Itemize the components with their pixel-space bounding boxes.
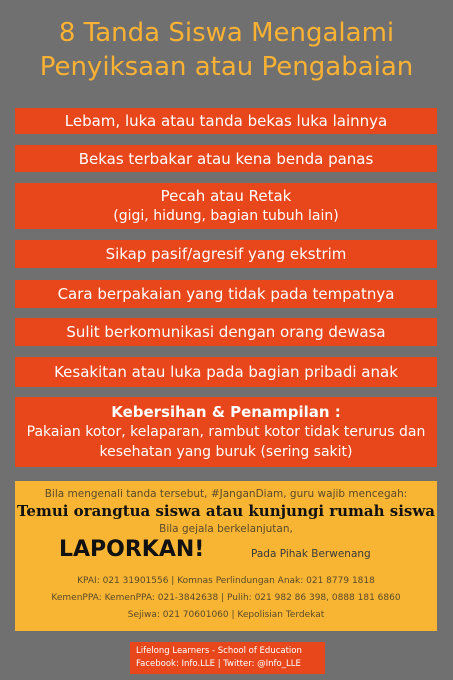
sign-item-3 xyxy=(15,183,437,229)
prevent-intro: Bila mengenali tanda tersebut, #JanganDiam, guru wajib mencegah: xyxy=(44,488,408,500)
continue-condition: Bila gejala berkelanjutan, xyxy=(159,523,293,535)
contact-line-3: Sejiwa: 021 70601060 | Kepolisian Terdekat xyxy=(127,610,325,620)
sign-text: Sikap pasif/agresif yang ekstrim xyxy=(105,245,347,263)
title-line-1: 8 Tanda Siswa Mengalami xyxy=(58,18,395,48)
contact-line-2: KemenPPA: KemenPPA: 021-3842638 | Pulih: 021 982 86 398, 0888 181 6860 xyxy=(51,593,401,603)
title-line-2: Penyiksaan atau Pengabaian xyxy=(39,52,414,82)
report-heading: LAPORKAN! xyxy=(59,537,205,562)
sign-item-8 xyxy=(15,397,437,467)
sign-item-5 xyxy=(15,280,437,308)
sign-text: Pecah atau Retak xyxy=(160,187,292,205)
sign-item-4 xyxy=(15,240,437,268)
report-suffix: Pada Pihak Berwenang xyxy=(251,548,371,560)
sign-text: Lebam, luka atau tanda bekas luka lainnya xyxy=(64,112,388,130)
sign-item-7 xyxy=(15,357,437,387)
sign-text: Bekas terbakar atau kena benda panas xyxy=(78,149,374,168)
sign-text: Sulit berkomunikasi dengan orang dewasa xyxy=(66,323,386,341)
sign-subtext-2: kesehatan yang buruk (sering sakit) xyxy=(99,444,353,460)
sign-item-6 xyxy=(15,318,437,346)
contact-line-1: KPAI: 021 31901556 | Komnas Perlindungan Anak: 021 8779 1818 xyxy=(77,576,375,586)
sign-item-1 xyxy=(15,108,437,134)
visit-parents-text: Temui orangtua siswa atau kunjungi rumah siswa xyxy=(16,502,435,520)
page-title xyxy=(0,16,453,84)
sign-item-2 xyxy=(15,145,437,172)
credit-line-2: Facebook: Info.LLE | Twitter: @Info_LLE xyxy=(136,659,301,669)
action-panel xyxy=(15,481,437,631)
sign-text: Kebersihan & Penampilan : xyxy=(111,403,341,421)
sign-subtext-1: Pakaian kotor, kelaparan, rambut kotor tidak terurus dan xyxy=(26,424,426,440)
credit-footer xyxy=(130,642,325,674)
sign-text: Cara berpakaian yang tidak pada tempatnya xyxy=(57,285,395,303)
sign-subtext: (gigi, hidung, bagian tubuh lain) xyxy=(113,208,339,224)
sign-text: Kesakitan atau luka pada bagian pribadi anak xyxy=(54,363,398,381)
credit-line-1: Lifelong Learners - School of Education xyxy=(136,646,302,656)
